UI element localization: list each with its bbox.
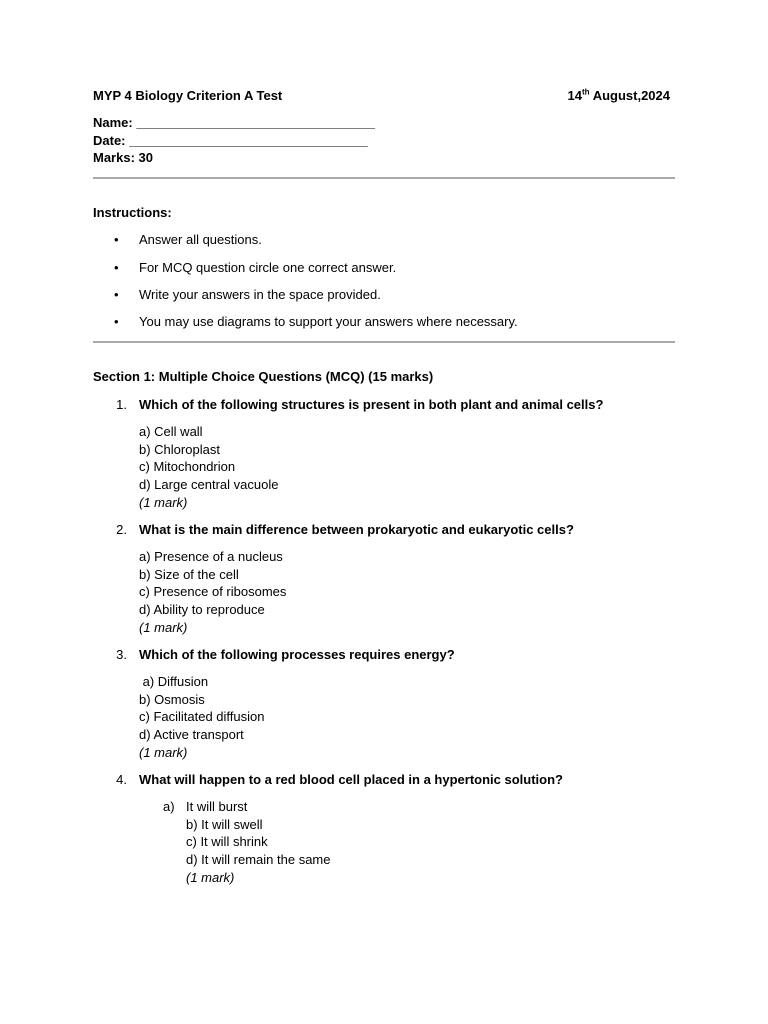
marks-note: (1 mark): [139, 620, 188, 635]
option: It will burst: [186, 799, 248, 814]
option: c) It will shrink: [186, 834, 268, 849]
question-text: What is the main difference between prokaryotic and eukaryotic cells?: [139, 522, 574, 537]
option-letter: a): [163, 799, 175, 814]
question-number: 1.: [116, 397, 127, 412]
option: a) Diffusion: [139, 674, 209, 689]
option: d) Large central vacuole: [139, 477, 279, 492]
question-text: Which of the following processes requires energy?: [139, 647, 455, 662]
test-title: MYP 4 Biology Criterion A Test: [93, 88, 283, 103]
divider-top: [93, 177, 675, 179]
date-field-label: Date: _________________________________: [93, 133, 368, 148]
instruction-item: Answer all questions.: [139, 232, 262, 247]
question-number: 4.: [116, 772, 127, 787]
date-suffix: th: [582, 87, 590, 97]
bullet: •: [114, 232, 119, 247]
option: d) Active transport: [139, 727, 244, 742]
instructions-heading: Instructions:: [93, 205, 172, 220]
option: b) Osmosis: [139, 692, 205, 707]
option: c) Mitochondrion: [139, 459, 236, 474]
bullet: •: [114, 287, 119, 302]
date-day: 14: [567, 88, 582, 103]
option: d) It will remain the same: [186, 852, 331, 867]
bullet: •: [114, 314, 119, 329]
test-date: [568, 87, 670, 105]
option: b) Size of the cell: [139, 567, 239, 582]
bullet: •: [114, 260, 119, 275]
marks-note: (1 mark): [186, 870, 235, 885]
marks-label: Marks: 30: [93, 150, 153, 165]
divider-bottom: [93, 341, 675, 343]
instruction-item: For MCQ question circle one correct answer.: [139, 260, 397, 275]
option: d) Ability to reproduce: [139, 602, 265, 617]
option: b) Chloroplast: [139, 442, 220, 457]
question-text: Which of the following structures is present in both plant and animal cells?: [139, 397, 604, 412]
section-heading: Section 1: Multiple Choice Questions (MCQ) (15 marks): [93, 369, 434, 384]
option: c) Facilitated diffusion: [139, 709, 265, 724]
instruction-item: Write your answers in the space provided.: [139, 287, 381, 302]
question-text: What will happen to a red blood cell placed in a hypertonic solution?: [139, 772, 563, 787]
option: c) Presence of ribosomes: [139, 584, 287, 599]
instruction-item: You may use diagrams to support your answers where necessary.: [139, 314, 518, 329]
marks-note: (1 mark): [139, 495, 188, 510]
option: a) Cell wall: [139, 424, 203, 439]
marks-note: (1 mark): [139, 745, 188, 760]
option: b) It will swell: [186, 817, 263, 832]
question-number: 3.: [116, 647, 127, 662]
option: a) Presence of a nucleus: [139, 549, 283, 564]
name-field-label: Name: _________________________________: [93, 115, 375, 130]
date-rest: August,2024: [589, 88, 670, 103]
question-number: 2.: [116, 522, 127, 537]
